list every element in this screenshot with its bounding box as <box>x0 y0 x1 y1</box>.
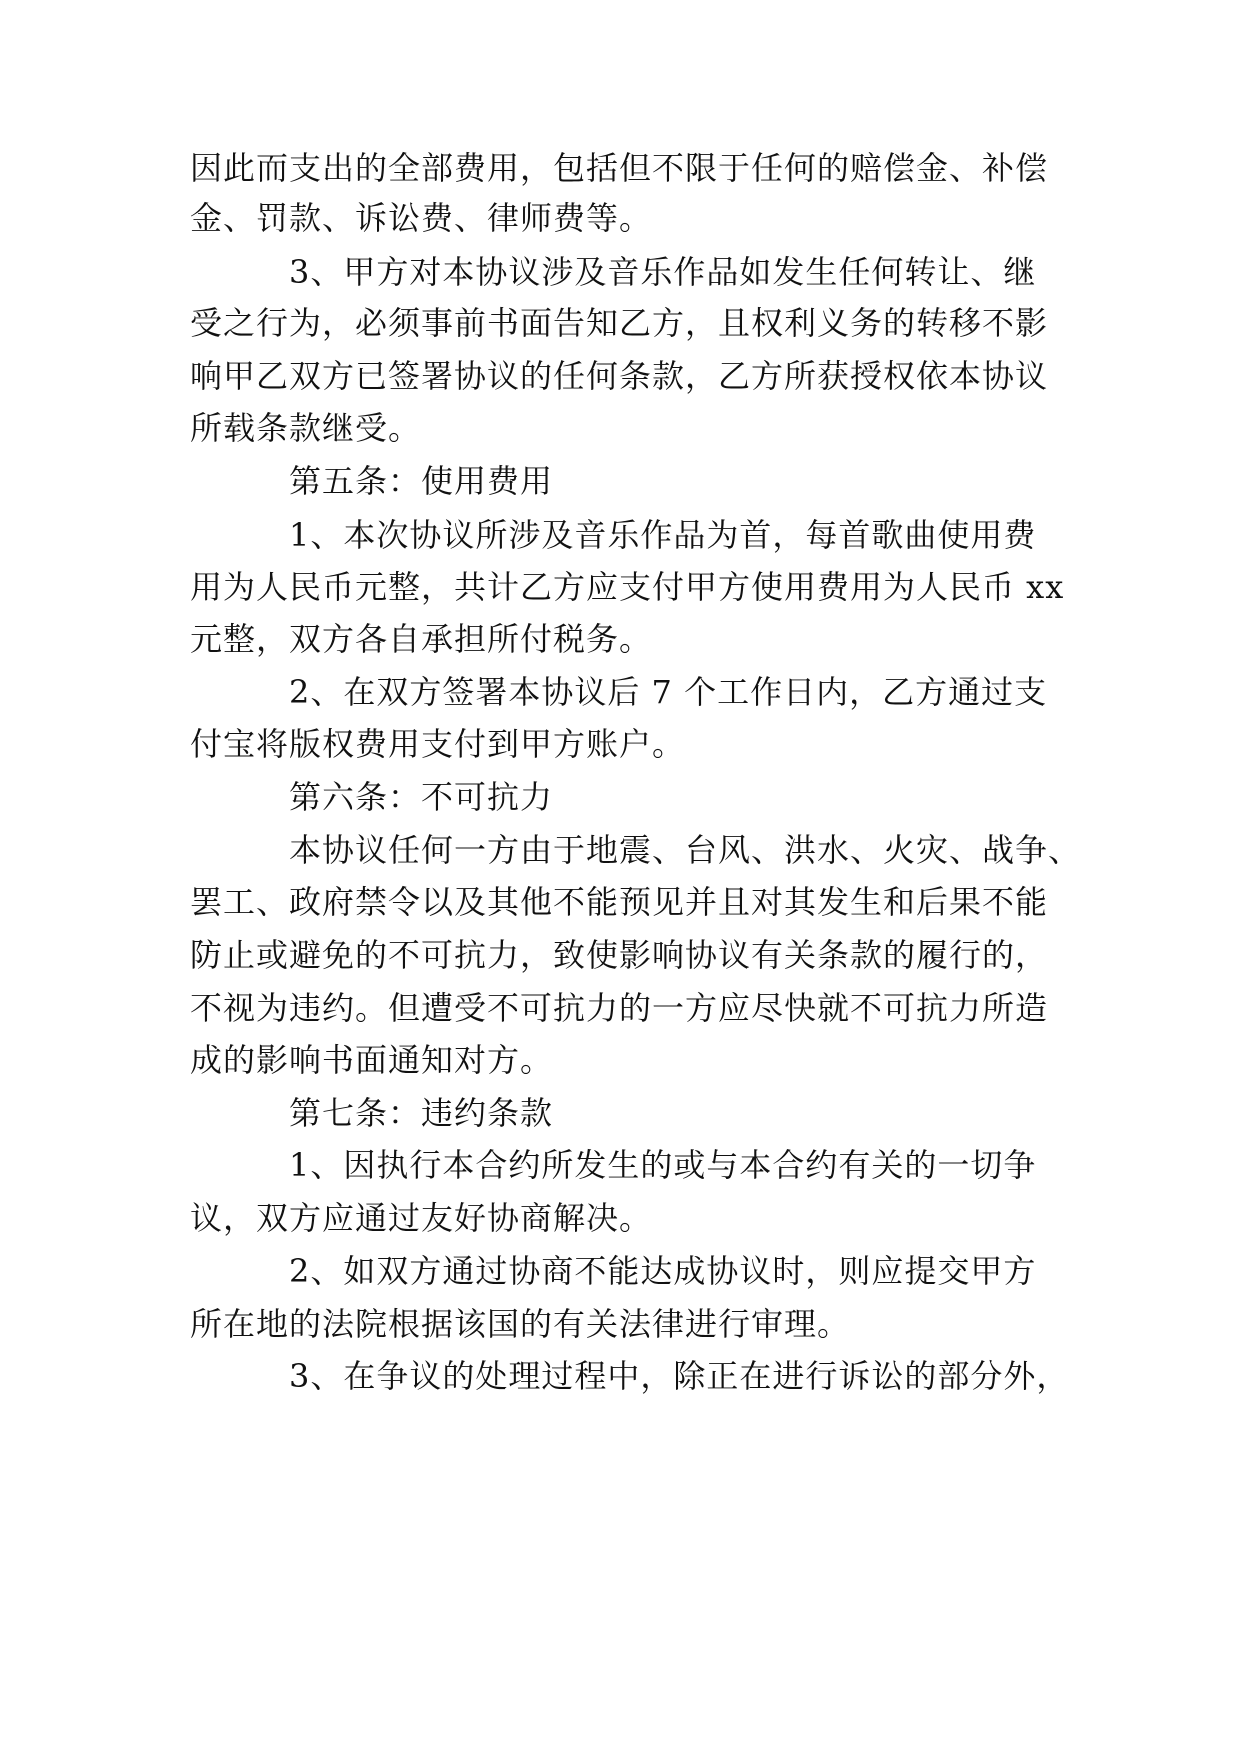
section-heading: 第五条：使用费用 <box>289 462 554 500</box>
text-line: 2、在双方签署本协议后 7 个工作日内，乙方通过支 <box>289 673 1048 711</box>
text-line: 不视为违约。但遭受不可抗力的一方应尽快就不可抗力所造 <box>190 989 1049 1027</box>
text-line: 3、甲方对本协议涉及音乐作品如发生任何转让、继 <box>289 253 1037 291</box>
text-line: 付宝将版权费用支付到甲方账户。 <box>190 725 686 763</box>
text-line: 2、如双方通过协商不能达成协议时，则应提交甲方 <box>289 1252 1037 1290</box>
text-line: 受之行为，必须事前书面告知乙方，且权利义务的转移不影 <box>190 304 1049 342</box>
text-line: 1、本次协议所涉及音乐作品为首，每首歌曲使用费 <box>289 516 1037 554</box>
text-line: 议，双方应通过友好协商解决。 <box>190 1199 653 1237</box>
text-line: 所载条款继受。 <box>190 409 422 447</box>
text-line: 1、因执行本合约所发生的或与本合约有关的一切争 <box>289 1146 1037 1184</box>
section-heading: 第六条：不可抗力 <box>289 778 554 816</box>
text-line: 本协议任何一方由于地震、台风、洪水、火灾、战争、 <box>289 831 1082 869</box>
text-line: 防止或避免的不可抗力，致使影响协议有关条款的履行的， <box>190 936 1049 974</box>
text-line: 成的影响书面通知对方。 <box>190 1041 554 1079</box>
text-line: 元整，双方各自承担所付税务。 <box>190 620 653 658</box>
text-line: 3、在争议的处理过程中，除正在进行诉讼的部分外， <box>289 1357 1070 1395</box>
text-line: 因此而支出的全部费用，包括但不限于任何的赔偿金、补偿 <box>190 149 1049 187</box>
text-line: 用为人民币元整，共计乙方应支付甲方使用费用为人民币 xx <box>190 568 1065 606</box>
text-line: 金、罚款、诉讼费、律师费等。 <box>190 199 653 237</box>
text-line: 所在地的法院根据该国的有关法律进行审理。 <box>190 1305 851 1343</box>
text-line: 响甲乙双方已签署协议的任何条款，乙方所获授权依本协议 <box>190 357 1049 395</box>
text-line: 罢工、政府禁令以及其他不能预见并且对其发生和后果不能 <box>190 883 1049 921</box>
section-heading: 第七条：违约条款 <box>289 1094 554 1132</box>
